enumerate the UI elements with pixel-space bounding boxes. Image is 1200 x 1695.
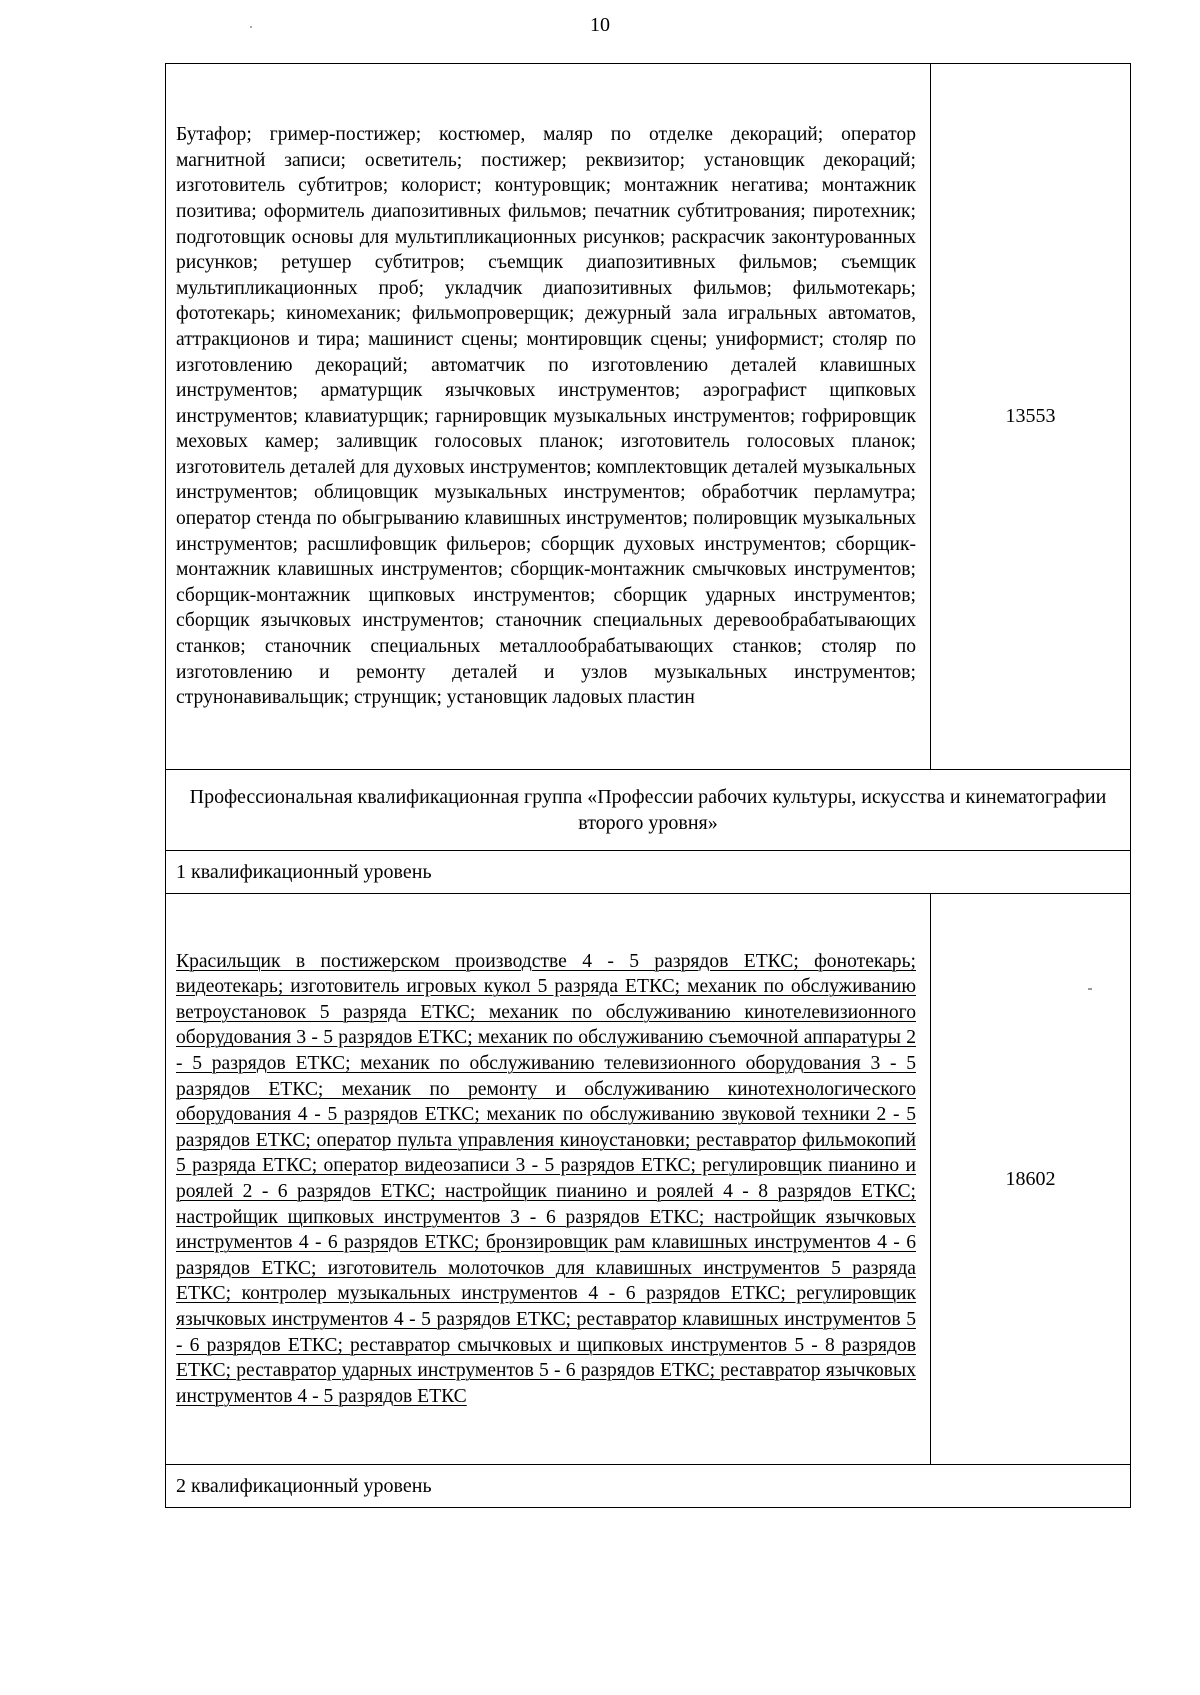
table-row <box>166 1465 1131 1508</box>
qualification-level: 2 квалификационный уровень <box>166 1465 1131 1508</box>
salary-code: 18602 <box>931 894 1131 1465</box>
professions-list: Бутафор; гример-постижер; костюмер, маляр по отделке декораций; оператор магнитной записи; осветитель; постижер; реквизитор; установщик декораций; изготовитель субтитров; колорист; контуровщик; монтажник негатива; монтажник позитива; оформитель диапозитивных фильмов; печатник субтитрования; пиротехник; подготовщик основы для мультипликационных рисунков; раскрасчик законтурованных рисунков; ретушер субтитров; съемщик диапозитивных фильмов; съемщик мультипликационных проб; укладчик диапозитивных фильмов; фильмотекарь; фототекарь; киномеханик; фильмопроверщик; дежурный зала игральных автоматов, аттракционов и тира; машинист сцены; монтировщик сцены; униформист; столяр по изготовлению декораций; автоматчик по изготовлению деталей клавишных инструментов; арматурщик язычковых инструментов; аэрографист щипковых инструментов; клавиатурщик; гарнировщик музыкальных инструментов; гофрировщик меховых камер; заливщик голосовых планок; изготовитель голосовых планок; изготовитель деталей для духовых инструментов; комплектовщик деталей музыкальных инструментов; облицовщик музыкальных инструментов; обработчик перламутра; оператор стенда по обыгрыванию клавишных инструментов; полировщик музыкальных инструментов; расшлифовщик фильеров; сборщик духовых инструментов; сборщик-монтажник клавишных инструментов; сборщик-монтажник смычковых инструментов; сборщик-монтажник щипковых инструментов; сборщик ударных инструментов; сборщик язычковых инструментов; станочник специальных деревообрабатывающих станков; станочник специальных металлообрабатывающих станков; столяр по изготовлению и ремонту деталей и узлов музыкальных инструментов; струнонавивальщик; струнщик; установщик ладовых пластин <box>166 64 931 770</box>
table-row <box>166 894 1131 1465</box>
scan-artifact <box>250 26 252 28</box>
qualification-level: 1 квалификационный уровень <box>166 851 1131 894</box>
table-row <box>166 64 1131 770</box>
table-row <box>166 851 1131 894</box>
page-number: 10 <box>590 14 610 32</box>
salary-code: 13553 <box>931 64 1131 770</box>
scan-artifact <box>1088 988 1092 990</box>
professions-list: Красильщик в постижерском производстве 4 - 5 разрядов ЕТКС; фонотекарь; видеотекарь; изготовитель игровых кукол 5 разряда ЕТКС; механик по обслуживанию ветроустановок 5 разряда ЕТКС; механик по обслуживанию кинотелевизионного оборудования 3 - 5 разрядов ЕТКС; механик по обслуживанию съемочной аппаратуры 2 - 5 разрядов ЕТКС; механик по обслуживанию телевизионного оборудования 3 - 5 разрядов ЕТКС; механик по ремонту и обслуживанию кинотехнологического оборудования 4 - 5 разрядов ЕТКС; механик по обслуживанию звуковой техники 2 - 5 разрядов ЕТКС; оператор пульта управления киноустановки; реставратор фильмокопий 5 разряда ЕТКС; оператор видеозаписи 3 - 5 разрядов ЕТКС; регулировщик пианино и роялей 2 - 6 разрядов ЕТКС; настройщик пианино и роялей 4 - 8 разрядов ЕТКС; настройщик щипковых инструментов 3 - 6 разрядов ЕТКС; настройщик язычковых инструментов 4 - 6 разрядов ЕТКС; бронзировщик рам клавишных инструментов 4 - 6 разрядов ЕТКС; изготовитель молоточков для клавишных инструментов 5 разряда ЕТКС; контролер музыкальных инструментов 4 - 6 разрядов ЕТКС; регулировщик язычковых инструментов 4 - 5 разрядов ЕТКС; реставратор клавишных инструментов 5 - 6 разрядов ЕТКС; реставратор смычковых и щипковых инструментов 5 - 8 разрядов ЕТКС; реставратор ударных инструментов 5 - 6 разрядов ЕТКС; реставратор язычковых инструментов 4 - 5 разрядов ЕТКС <box>166 894 931 1465</box>
group-title: Профессиональная квалификационная группа «Профессии рабочих культуры, искусства и кинематографии второго уровня» <box>166 770 1131 851</box>
qualification-table <box>165 63 1131 1508</box>
table-row <box>166 770 1131 851</box>
